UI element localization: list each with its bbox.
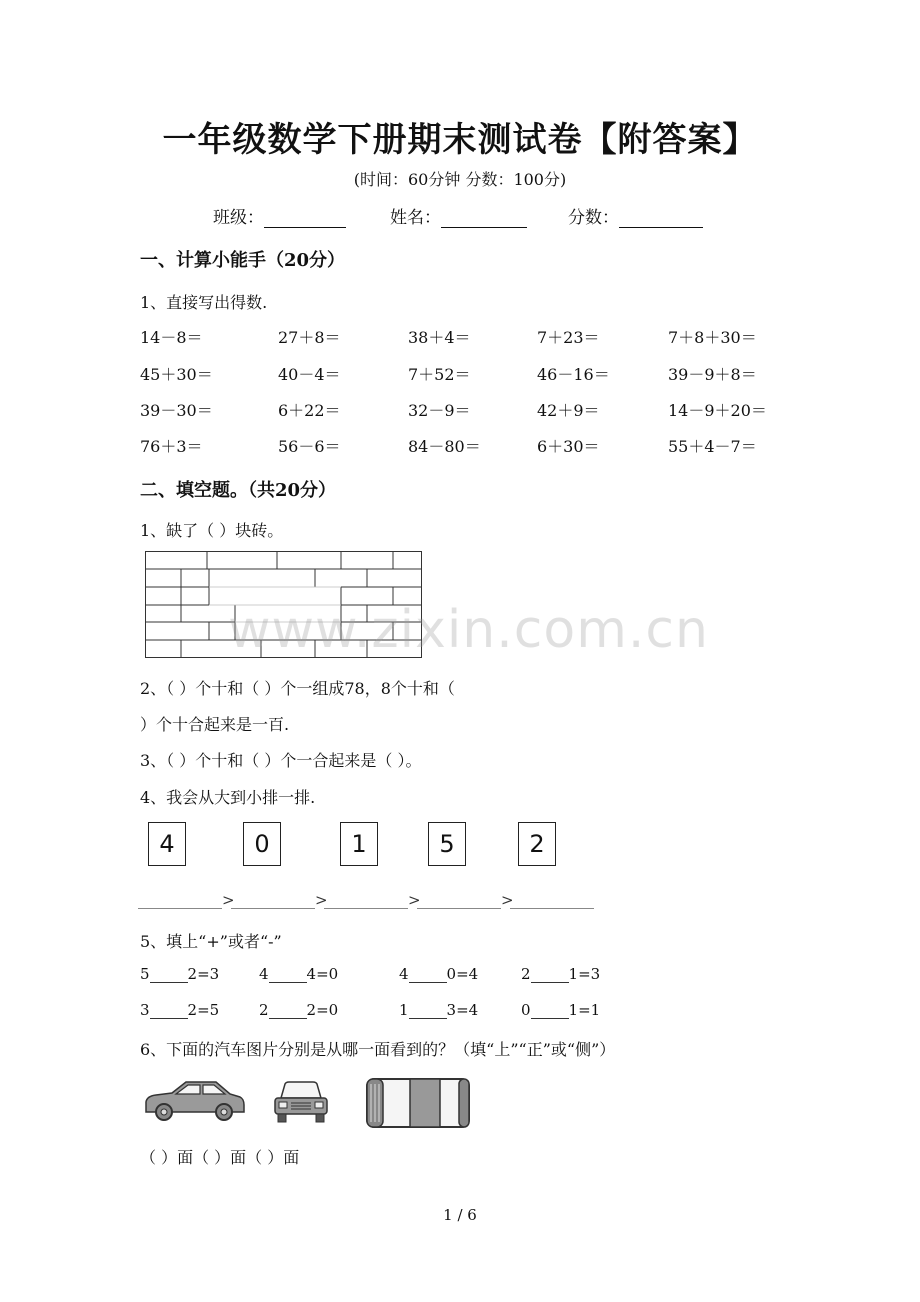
car-front-view-icon [272,1080,330,1124]
fill-left-number: 0 [521,1001,531,1019]
calc-item: 45＋30＝ [140,365,213,384]
name-field [390,203,527,228]
number-box-3: 1 [340,822,378,866]
calc-item: 76＋3＝ [140,437,203,456]
page-number: 1 / 6 [443,1206,477,1224]
sort-blank-2[interactable] [231,890,315,909]
greater-than-sign: > [315,891,328,909]
exam-subtitle: (时间：60分钟 分数：100分) [353,170,567,189]
calc-item: 7＋23＝ [537,328,600,347]
number-box-4: 5 [428,822,466,866]
fill-sign-item [140,1001,219,1019]
sort-blank-4[interactable] [417,890,501,909]
fill-right-expression: 3=4 [446,1001,479,1019]
greater-than-sign: > [222,891,235,909]
fill-left-number: 4 [399,965,409,983]
fill-left-number: 1 [399,1001,409,1019]
sign-blank[interactable] [531,966,569,983]
greater-than-sign: > [408,891,421,909]
fill-left-number: 5 [140,965,150,983]
fill-right-expression: 1=3 [568,965,601,983]
section2-q2-line2: ）个十合起来是一百. [140,715,290,734]
car-side-view-icon [142,1078,246,1124]
section2-q5: 5、填上“+”或者“-” [140,932,282,951]
section1-q1: 1、直接写出得数. [140,293,268,312]
section2-q1: 1、缺了（ ）块砖。 [140,521,284,540]
car-top-view-icon [364,1076,472,1130]
fill-right-expression: 1=1 [568,1001,601,1019]
sign-blank[interactable] [150,966,188,983]
name-label: 姓名： [390,208,441,228]
calc-item: 84－80＝ [408,437,481,456]
fill-left-number: 2 [521,965,531,983]
fill-right-expression: 2=0 [306,1001,339,1019]
number-box-2: 0 [243,822,281,866]
score-blank[interactable] [619,209,703,228]
section2-q4: 4、我会从大到小排一排. [140,788,316,807]
score-field [568,203,703,228]
sign-blank[interactable] [409,966,447,983]
fill-left-number: 4 [259,965,269,983]
sign-blank[interactable] [269,966,307,983]
fill-right-expression: 2=5 [187,1001,220,1019]
calc-item: 46－16＝ [537,365,610,384]
calc-item: 7＋8＋30＝ [668,328,757,347]
calc-item: 27＋8＝ [278,328,341,347]
fill-left-number: 3 [140,1001,150,1019]
sign-blank[interactable] [150,1002,188,1019]
sign-blank[interactable] [531,1002,569,1019]
section1-heading: 一、计算小能手（20分） [140,250,346,271]
sort-blank-5[interactable] [510,890,594,909]
fill-sign-item [259,1001,338,1019]
name-blank[interactable] [441,209,527,228]
calc-item: 32－9＝ [408,401,471,420]
section2-q6: 6、下面的汽车图片分别是从哪一面看到的？（填“上”“正”或“侧”） [140,1040,616,1059]
class-blank[interactable] [264,209,346,228]
fill-sign-item [521,965,600,983]
calc-item: 6＋22＝ [278,401,341,420]
calc-item: 7＋52＝ [408,365,471,384]
fill-sign-item [521,1001,600,1019]
section2-heading: 二、填空题。（共20分） [140,480,337,501]
calc-item: 42＋9＝ [537,401,600,420]
fill-sign-item [259,965,338,983]
sort-answer-line [138,890,594,909]
calc-item: 14－9＋20＝ [668,401,767,420]
section2-q6-answers: （ ）面（ ）面（ ）面 [140,1148,300,1167]
watermark: www.zixin.com.cn [228,600,709,660]
fill-right-expression: 2=3 [187,965,220,983]
sort-blank-1[interactable] [138,890,222,909]
fill-left-number: 2 [259,1001,269,1019]
class-field [213,203,346,228]
fill-right-expression: 4=0 [306,965,339,983]
section2-q2-line1: 2、（ ）个十和（ ）个一组成78，8个十和（ [140,679,455,698]
calc-item: 55＋4－7＝ [668,437,757,456]
calc-item: 6＋30＝ [537,437,600,456]
calc-item: 39－30＝ [140,401,213,420]
number-box-5: 2 [518,822,556,866]
class-label: 班级： [213,208,264,228]
greater-than-sign: > [501,891,514,909]
fill-sign-item [399,1001,478,1019]
sign-blank[interactable] [409,1002,447,1019]
score-label: 分数： [568,208,619,228]
calc-item: 40－4＝ [278,365,341,384]
calc-item: 14－8＝ [140,328,203,347]
section2-q3: 3、（ ）个十和（ ）个一合起来是（ ）。 [140,751,422,770]
calc-item: 39－9＋8＝ [668,365,757,384]
fill-sign-item [399,965,478,983]
number-box-1: 4 [148,822,186,866]
sign-blank[interactable] [269,1002,307,1019]
fill-sign-item [140,965,219,983]
fill-right-expression: 0=4 [446,965,479,983]
page-title: 一年级数学下册期末测试卷【附答案】 [162,120,758,160]
calc-item: 56－6＝ [278,437,341,456]
calc-item: 38＋4＝ [408,328,471,347]
sort-blank-3[interactable] [324,890,408,909]
